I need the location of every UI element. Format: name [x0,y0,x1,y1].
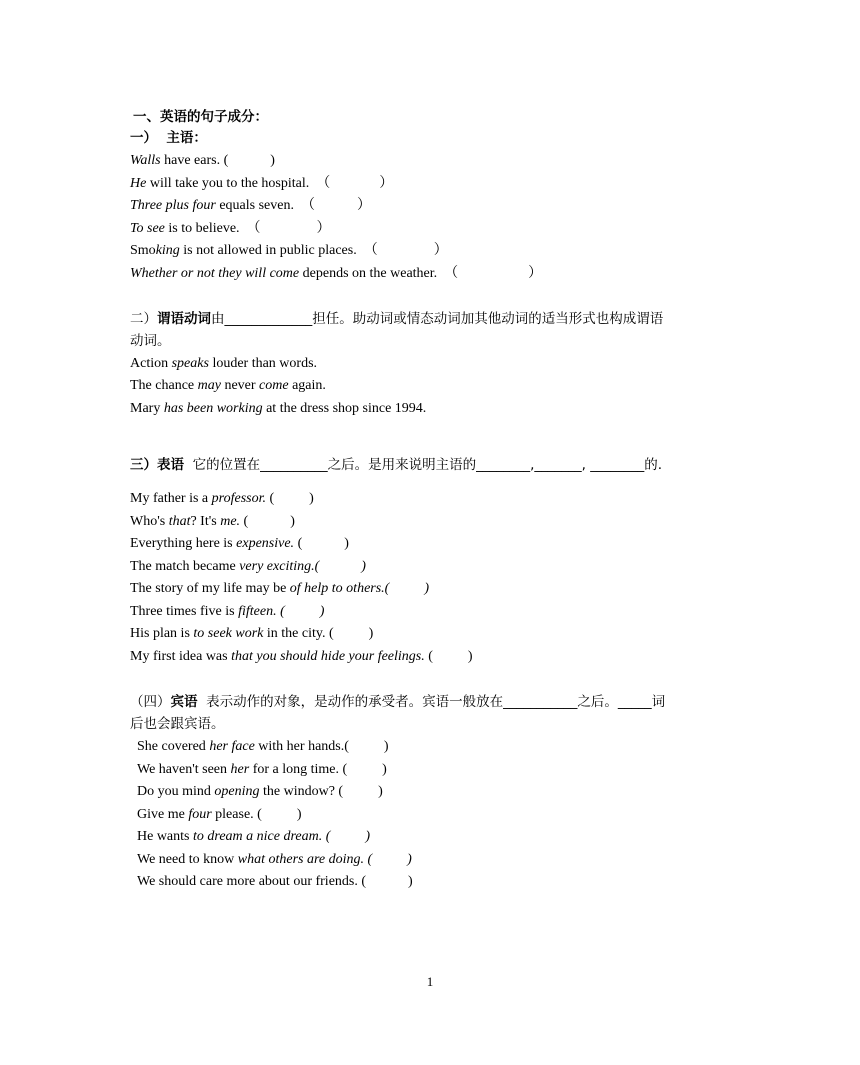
example-line: The chance may never come again. [130,378,326,393]
example-line: She covered her face with her hands.( ) [137,739,389,754]
subsection-subject: 一） 主语： [130,130,207,146]
example-line: The match became very exciting.( ) [130,559,366,574]
example-line: His plan is to seek work in the city. ( ) [130,626,374,641]
example-line: Smoking is not allowed in public places. （ ） [130,243,448,258]
example-line: My first idea was that you should hide your feelings. ( ) [130,649,473,664]
object-heading: （四）宾语 表示动作的对象，是动作的承受者。宾语一般放在___________之后。_____词 [130,694,666,710]
page-number: 1 [426,974,434,989]
example-line: We need to know what others are doing. ( ) [137,852,412,867]
example-line: Everything here is expensive. ( ) [130,536,349,551]
example-line: The story of my life may be of help to others.( ) [130,581,430,596]
object-heading-cont: 后也会跟宾语。 [130,716,225,732]
example-line: We haven't seen her for a long time. ( ) [137,762,387,777]
example-line: We should care more about our friends. ( ) [137,874,413,889]
example-line: Whether or not they will come depends on the weather. （ ） [130,266,543,281]
example-line: Three times five is fifteen. ( ) [130,604,325,619]
example-line: My father is a professor. ( ) [130,491,314,506]
example-line: Action speaks louder than words. [130,356,318,371]
predicate-heading-cont: 动词。 [130,333,171,349]
example-line: Do you mind opening the window? ( ) [137,784,383,799]
example-line: Mary has been working at the dress shop since 1994. [130,401,427,416]
example-line: Who's that? It's me. ( ) [130,514,295,529]
example-line: To see is to believe. （ ） [130,221,331,236]
example-line: Give me four please. ( ) [137,807,302,822]
predicative-heading: 三）表语 它的位置在__________之后。是用来说明主语的________,_______, ________的. [130,457,662,473]
predicate-heading: 二）谓语动词由_____________担任。助动词或情态动词加其他动词的适当形式也构成谓语 [130,311,664,327]
example-line: Three plus four equals seven. （ ） [130,198,371,213]
example-line: Walls have ears. ( ) [130,153,275,168]
example-line: He will take you to the hospital. （ ） [130,176,394,191]
example-line: He wants to dream a nice dream. ( ) [137,829,371,844]
section-title: 一、英语的句子成分： [133,109,268,125]
